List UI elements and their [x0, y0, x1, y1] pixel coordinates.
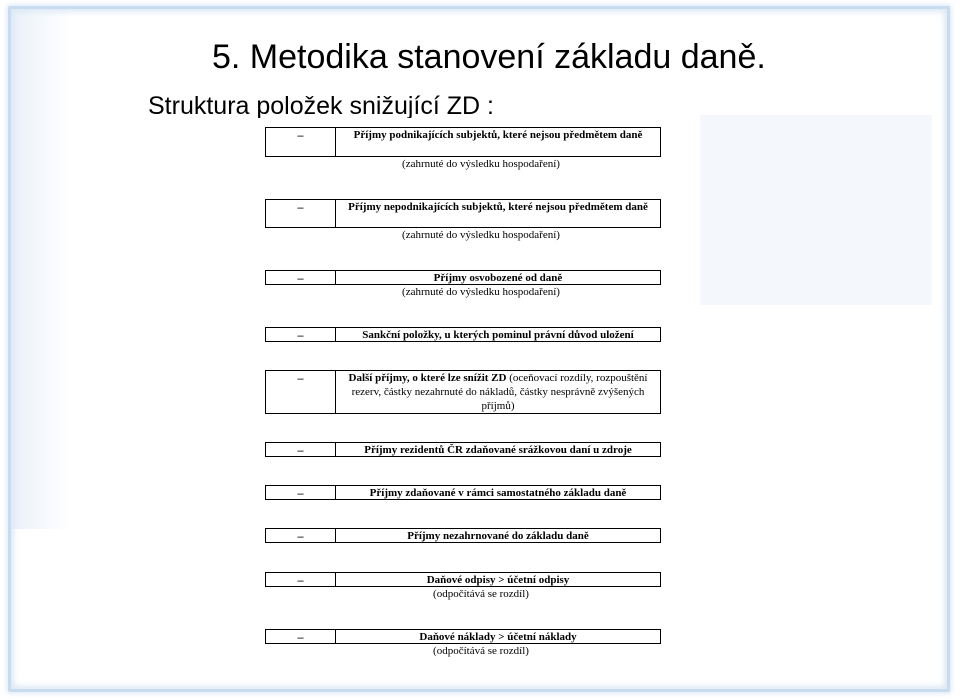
item-row [265, 442, 661, 457]
item-row [265, 270, 661, 285]
dash-cell: – [266, 630, 336, 643]
item-row [265, 199, 661, 228]
item-note: (odpočítává se rozdíl) [433, 588, 529, 600]
list-item [265, 572, 663, 601]
slide-subtitle: Struktura položek snižující ZD : [148, 94, 494, 118]
item-note: (odpočítává se rozdíl) [433, 645, 529, 657]
item-note: (zahrnuté do výsledku hospodaření) [402, 286, 560, 298]
item-label [336, 328, 660, 341]
list-item [265, 528, 663, 543]
slide-title: 5. Metodika stanovení základu daně. [212, 38, 766, 76]
item-label-text: Sankční položky, u kterých pominul právní důvod uložení [362, 329, 634, 341]
item-row [265, 127, 661, 157]
item-row [265, 572, 661, 587]
dash-cell: – [266, 271, 336, 284]
dash-cell: – [266, 573, 336, 586]
item-label [336, 128, 660, 156]
dash-cell: – [266, 443, 336, 456]
item-label-text: Příjmy nezahrnované do základu daně [407, 530, 589, 542]
item-label-text: Příjmy nepodnikajících subjektů, které nejsou předmětem daně [348, 201, 648, 213]
item-label-text: Příjmy rezidentů ČR zdaňované srážkovou daní u zdroje [364, 444, 632, 456]
item-row [265, 528, 661, 543]
item-label-text: Příjmy osvobozené od daně [433, 272, 563, 284]
dash-cell: – [266, 128, 336, 156]
list-item [265, 629, 663, 658]
item-label [336, 200, 660, 227]
item-row [265, 327, 661, 342]
list-item [265, 370, 663, 414]
list-item [265, 442, 663, 457]
slide-subtitle-container [148, 94, 668, 118]
item-label [336, 271, 660, 284]
dash-cell: – [266, 328, 336, 341]
item-label [336, 443, 660, 456]
dash-cell: – [266, 371, 336, 413]
list-item [265, 127, 663, 171]
item-row [265, 370, 661, 414]
item-note: (zahrnuté do výsledku hospodaření) [402, 229, 560, 241]
item-label [336, 630, 660, 643]
dash-cell: – [266, 529, 336, 542]
item-label-text: Příjmy podnikajících subjektů, které nejsou předmětem daně [353, 129, 643, 141]
item-label-detail: (oceňovací rozdíly, rozpouštění rezerv, částky nezahrnuté do nákladů, částky nesprávně zvýšených příjmů) [351, 372, 648, 412]
item-label [336, 573, 660, 586]
item-row [265, 629, 661, 644]
list-item [265, 327, 663, 342]
item-label [336, 371, 660, 413]
item-label-text: Další příjmy, o které lze snížit ZD [348, 372, 507, 384]
list-item [265, 485, 663, 500]
item-label-text: Daňové náklady > účetní náklady [419, 631, 577, 643]
item-label [336, 529, 660, 542]
dash-cell: – [266, 486, 336, 499]
item-row [265, 485, 661, 500]
list-item [265, 199, 663, 242]
item-label-text: Daňové odpisy > účetní odpisy [426, 574, 570, 586]
list-item [265, 270, 663, 299]
item-label-text: Příjmy zdaňované v rámci samostatného základu daně [369, 487, 627, 499]
item-note: (zahrnuté do výsledku hospodaření) [402, 158, 560, 170]
item-label [336, 486, 660, 499]
dash-cell: – [266, 200, 336, 227]
